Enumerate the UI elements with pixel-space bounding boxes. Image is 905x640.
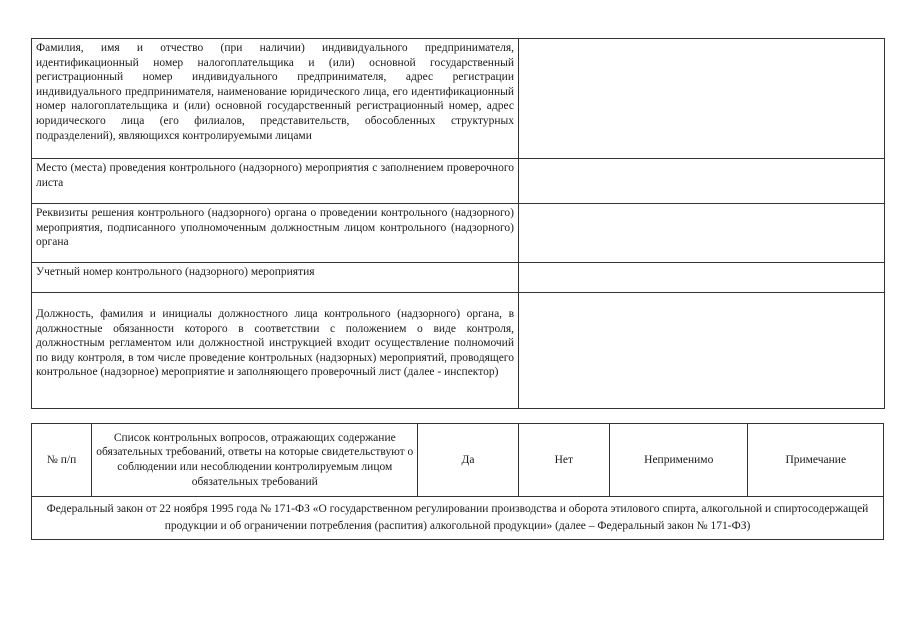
header-not-applicable: Неприменимо (610, 424, 748, 497)
law-reference: Федеральный закон от 22 ноября 1995 года № 171-ФЗ «О государственном регулировании производства и оборота этилового спирта, алкогольной и спиртосодержащей продукции и об ограничении потребления (распития) алкогольной продукции» (далее – Федеральный закон № 171-ФЗ) (32, 497, 884, 540)
info-label-registration-number: Учетный номер контрольного (надзорного) мероприятия (32, 263, 519, 293)
checklist-table (31, 423, 884, 540)
info-row-inspector (32, 293, 885, 409)
header-note: Примечание (748, 424, 884, 497)
info-value-location (519, 159, 885, 204)
info-label-controlled-person: Фамилия, имя и отчество (при наличии) индивидуального предпринимателя, идентификационный номер налогоплательщика и (или) основной государственный регистрационный номер индивидуального предпринимателя, адрес регистрации индивидуального предпринимателя, наименование юридического лица, его идентификационный номер налогоплательщика и (или) основной государственный регистрационный номер, адрес юридического лица (его филиалов, представительств, обособленных структурных подразделений), являющихся контролируемыми лицами (32, 39, 519, 159)
info-row-registration-number (32, 263, 885, 293)
info-row-location (32, 159, 885, 204)
info-value-inspector (519, 293, 885, 409)
info-value-decision (519, 204, 885, 263)
info-label-location: Место (места) проведения контрольного (надзорного) мероприятия с заполнением проверочного листа (32, 159, 519, 204)
info-row-controlled-person (32, 39, 885, 159)
organization-info-table (31, 38, 885, 409)
info-value-registration-number (519, 263, 885, 293)
header-yes: Да (418, 424, 518, 497)
info-label-decision: Реквизиты решения контрольного (надзорного) органа о проведении контрольного (надзорного) мероприятия, подписанного уполномоченным должностным лицом контрольного (надзорного) органа (32, 204, 519, 263)
checklist-law-row (32, 497, 884, 540)
header-no: Нет (518, 424, 609, 497)
checklist-header-row (32, 424, 884, 497)
info-label-inspector: Должность, фамилия и инициалы должностного лица контрольного (надзорного) органа, в должностные обязанности которого в соответствии с положением о виде контроля, должностным регламентом или должностной инструкцией входит осуществление полномочий по виду контроля, в том числе проведение контрольных (надзорных) мероприятий, проводящего контрольное (надзорное) мероприятие и заполняющего проверочный лист (далее - инспектор) (32, 293, 519, 409)
info-value-controlled-person (519, 39, 885, 159)
header-number: № п/п (32, 424, 92, 497)
header-questions: Список контрольных вопросов, отражающих содержание обязательных требований, ответы на которые свидетельствуют о соблюдении или несоблюдении контролируемым лицом обязательных требований (92, 424, 418, 497)
info-row-decision (32, 204, 885, 263)
